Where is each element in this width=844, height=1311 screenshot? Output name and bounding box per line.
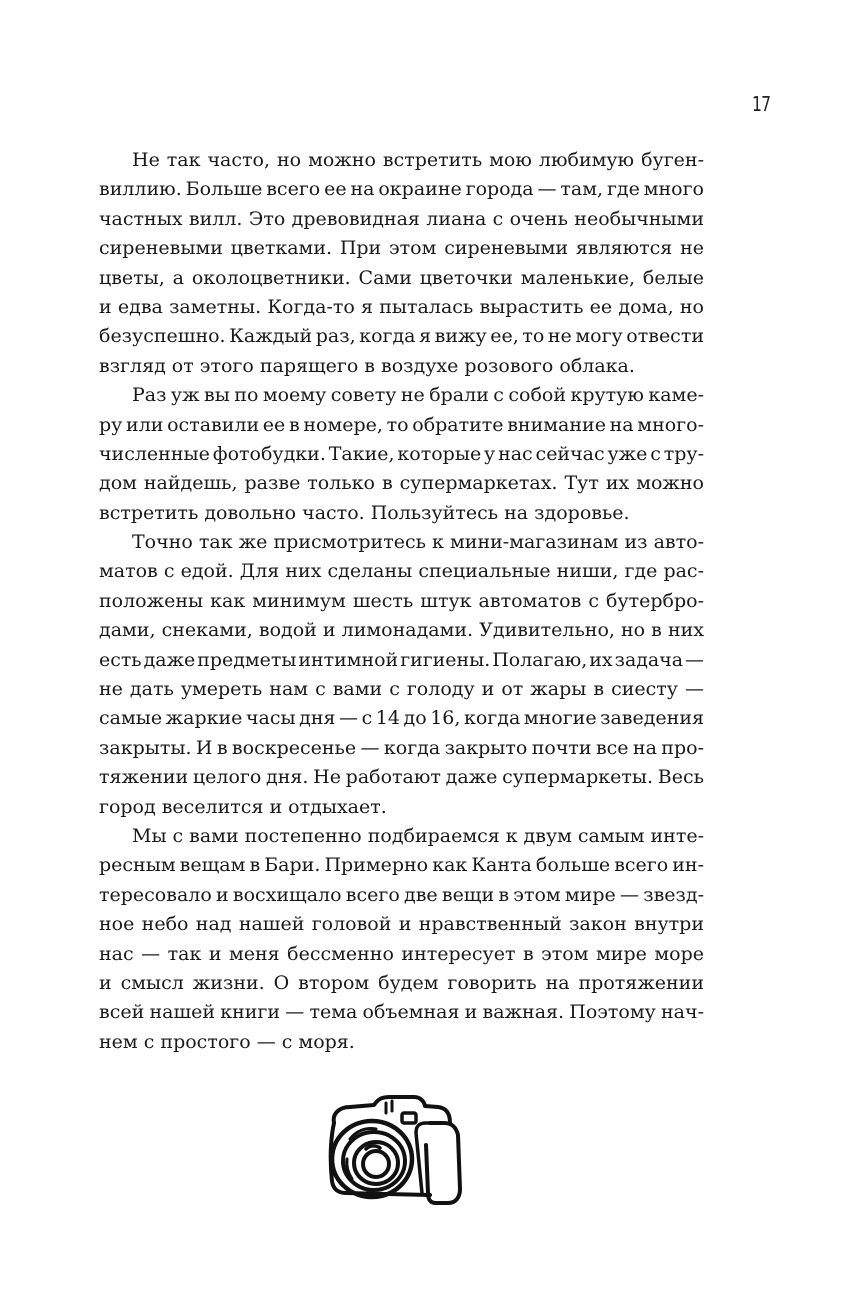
text-line: Мы с вами постепенно подбираемся к двум самым инте- xyxy=(132,824,704,847)
text-line: Не так часто, но можно встретить мою любимую буген- xyxy=(132,149,704,171)
paragraph-2 xyxy=(99,381,704,528)
text-line: цветы, а околоцветники. Сами цветочки маленькие, белые xyxy=(99,266,704,289)
text-line: ру или оставили ее в номере, то обратите внимание на много- xyxy=(99,413,704,436)
text-line: безуспешно. Каждый раз, когда я вижу ее, то не могу отвести xyxy=(99,325,704,348)
text-line: есть даже предметы интимной гигиены. Полагаю, их задача — xyxy=(99,648,704,671)
body-text xyxy=(99,146,704,1057)
text-line: дами, снеками, водой и лимонадами. Удивительно, но в них xyxy=(99,619,704,642)
text-line: Раз уж вы по моему совету не брали с собой крутую каме- xyxy=(132,384,704,407)
text-line: ресным вещам в Бари. Примерно как Канта больше всего ин- xyxy=(99,854,704,877)
text-line: город веселится и отдыхает. xyxy=(99,795,387,818)
text-line: взгляд от этого парящего в воздухе розового облака. xyxy=(99,354,635,377)
text-line: дом найдешь, разве только в супермаркетах. Тут их можно xyxy=(99,472,704,495)
text-line: частных вилл. Это древовидная лиана с очень необычными xyxy=(99,207,704,230)
paragraph-3 xyxy=(99,528,704,822)
paragraph-4 xyxy=(99,822,704,1057)
text-line: ное небо над нашей головой и нравственный закон внутри xyxy=(99,913,704,936)
text-line: виллию. Больше всего ее на окраине города — там, где много xyxy=(99,178,704,201)
text-line: тяжении целого дня. Не работают даже супермаркеты. Весь xyxy=(99,766,704,789)
text-line: встретить довольно часто. Пользуйтесь на здоровье. xyxy=(99,501,630,524)
text-line: нем с простого — с моря. xyxy=(99,1030,355,1053)
page-number: 17 xyxy=(752,92,771,116)
text-line: нас — так и меня бессменно интересует в этом мире море xyxy=(99,942,704,965)
text-line: численные фотобудки. Такие, которые у нас сейчас уже с тру- xyxy=(99,442,704,465)
text-line: тересовало и восхищало всего две вещи в этом мире — звезд- xyxy=(99,883,704,906)
text-line: положены как минимум шесть штук автоматов с бутербро- xyxy=(99,589,704,612)
text-line: всей нашей книги — тема объемная и важная. Поэтому нач- xyxy=(99,1001,704,1024)
paragraph-1 xyxy=(99,146,704,381)
text-line: Точно так же присмотритесь к мини-магазинам из авто- xyxy=(132,531,704,554)
text-line: сиреневыми цветками. При этом сиреневыми являются не xyxy=(99,237,704,260)
text-line: не дать умереть нам с вами с голоду и от жары в сиесту — xyxy=(99,678,704,701)
camera-icon xyxy=(326,1093,468,1211)
text-line: и едва заметны. Когда-то я пыталась вырастить ее дома, но xyxy=(99,295,704,318)
text-line: матов с едой. Для них сделаны специальные ниши, где рас- xyxy=(99,560,704,583)
text-line: самые жаркие часы дня — с 14 до 16, когда многие заведения xyxy=(99,707,704,730)
text-line: закрыты. И в воскресенье — когда закрыто почти все на про- xyxy=(99,736,704,759)
text-line: и смысл жизни. О втором будем говорить на протяжении xyxy=(99,971,704,994)
